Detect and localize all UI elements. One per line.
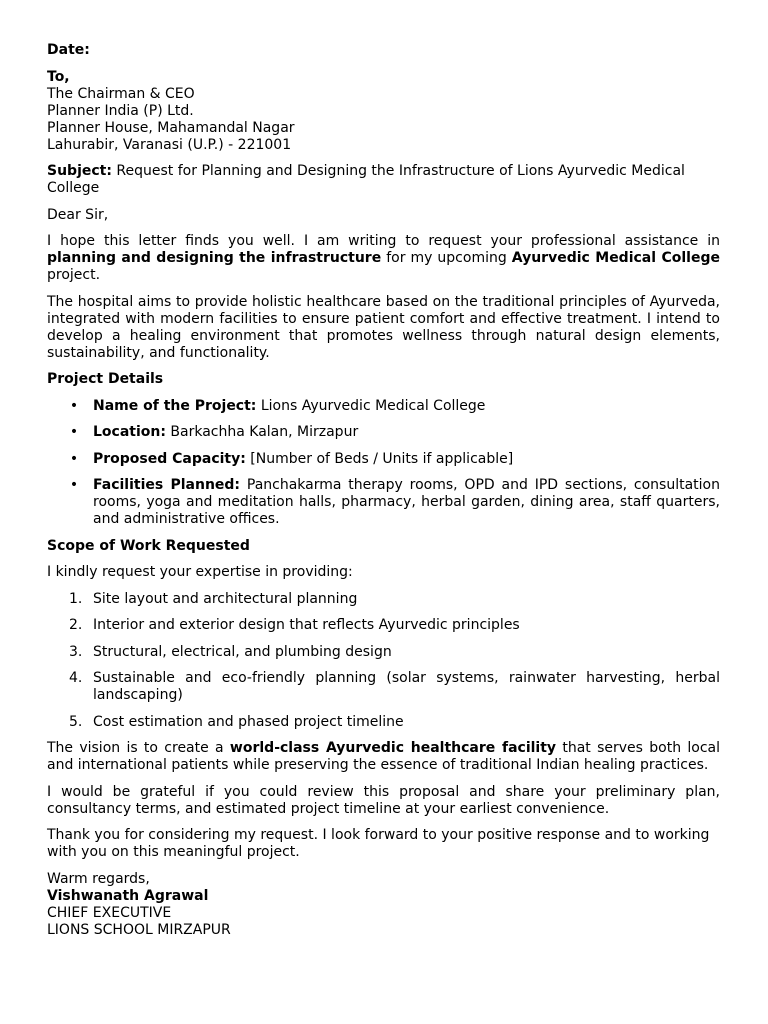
intro-paragraph bbox=[47, 233, 720, 284]
project-details-list bbox=[47, 398, 720, 529]
scope-intro: I kindly request your expertise in providing: bbox=[47, 564, 353, 580]
signer-title: CHIEF EXECUTIVE bbox=[47, 904, 172, 921]
recipient-line-4: Lahurabir, Varanasi (U.P.) - 221001 bbox=[47, 136, 292, 153]
recipient-line-2: Planner India (P) Ltd. bbox=[47, 102, 194, 119]
review-paragraph: I would be grateful if you could review this proposal and share your preliminary plan, consultancy terms, and estimated project timeline at your earliest convenience. bbox=[47, 783, 720, 817]
item-text: Interior and exterior design that reflects Ayurvedic principles bbox=[93, 617, 520, 633]
subject-line bbox=[47, 163, 720, 197]
vision-text-2: that serves both local and international patients while preserving the essence of traditional Indian healing practices. bbox=[47, 740, 720, 773]
signer-name: Vishwanath Agrawal bbox=[47, 887, 209, 904]
intro-text-3: project. bbox=[47, 267, 101, 283]
scope-list bbox=[47, 591, 720, 731]
detail-label: Location: bbox=[93, 424, 166, 440]
list-item bbox=[47, 477, 720, 528]
intro-bold-2: Ayurvedic Medical College bbox=[511, 250, 720, 266]
list-item bbox=[47, 591, 720, 608]
vision-paragraph bbox=[47, 740, 720, 774]
intro-bold-1: planning and designing the infrastructure bbox=[47, 250, 382, 266]
closing: Warm regards, bbox=[47, 870, 150, 887]
detail-label: Proposed Capacity: bbox=[93, 450, 246, 467]
item-text: Cost estimation and phased project timeline bbox=[93, 713, 404, 730]
vision-bold: world-class Ayurvedic healthcare facility bbox=[229, 740, 557, 756]
list-item bbox=[47, 644, 720, 661]
item-text: Sustainable and eco-friendly planning (solar systems, rainwater harvesting, herbal landscaping) bbox=[93, 670, 720, 703]
detail-value: Barkachha Kalan, Mirzapur bbox=[165, 424, 359, 440]
list-item bbox=[47, 670, 720, 704]
item-number: 4. bbox=[69, 670, 83, 686]
list-item bbox=[47, 617, 720, 634]
intro-text-2: for my upcoming bbox=[381, 250, 512, 266]
bullet-icon: • bbox=[69, 450, 79, 467]
subject-label: Subject: bbox=[47, 163, 112, 179]
recipient-line-1: The Chairman & CEO bbox=[47, 85, 195, 102]
list-item bbox=[47, 714, 720, 731]
signature-block bbox=[47, 871, 720, 939]
list-item bbox=[47, 424, 720, 441]
project-details-heading: Project Details bbox=[47, 371, 164, 387]
scope-heading: Scope of Work Requested bbox=[47, 537, 250, 554]
thanks-paragraph: Thank you for considering my request. I look forward to your positive response and to working with you on this meaningful project. bbox=[47, 827, 710, 860]
item-number: 2. bbox=[69, 617, 83, 633]
item-number: 1. bbox=[69, 590, 83, 607]
bullet-icon: • bbox=[69, 397, 79, 414]
item-number: 3. bbox=[69, 643, 83, 660]
detail-value: [Number of Beds / Units if applicable] bbox=[245, 450, 514, 467]
bullet-icon: • bbox=[69, 477, 79, 493]
bullet-icon: • bbox=[69, 424, 79, 440]
salutation: Dear Sir, bbox=[47, 206, 109, 223]
list-item bbox=[47, 451, 720, 468]
to-label: To, bbox=[47, 68, 70, 85]
aim-paragraph: The hospital aims to provide holistic healthcare based on the traditional principles of Ayurveda, integrated with modern facilities to ensure patient comfort and effective treatment. I intend to develop a healing environment that promotes wellness through natural design elements, sustainability, and functionality. bbox=[47, 293, 720, 361]
intro-text-1: I hope this letter finds you well. I am writing to request your professional assistance in bbox=[47, 233, 720, 249]
detail-value: Panchakarma therapy rooms, OPD and IPD sections, consultation rooms, yoga and meditation halls, pharmacy, herbal garden, dining area, staff quarters, and administrative offices. bbox=[93, 477, 720, 527]
signer-organization: LIONS SCHOOL MIRZAPUR bbox=[47, 921, 231, 938]
detail-label: Facilities Planned: bbox=[93, 477, 241, 493]
item-text: Structural, electrical, and plumbing design bbox=[93, 643, 392, 660]
list-item bbox=[47, 398, 720, 415]
recipient-block bbox=[47, 69, 720, 154]
item-number: 5. bbox=[69, 713, 83, 730]
detail-value: Lions Ayurvedic Medical College bbox=[256, 397, 486, 414]
recipient-line-3: Planner House, Mahamandal Nagar bbox=[47, 119, 295, 136]
detail-label: Name of the Project: bbox=[93, 397, 257, 414]
date-label: Date: bbox=[47, 42, 90, 58]
vision-text-1: The vision is to create a bbox=[47, 740, 230, 756]
subject-text: Request for Planning and Designing the Infrastructure of Lions Ayurvedic Medical College bbox=[47, 163, 685, 196]
item-text: Site layout and architectural planning bbox=[93, 590, 358, 607]
